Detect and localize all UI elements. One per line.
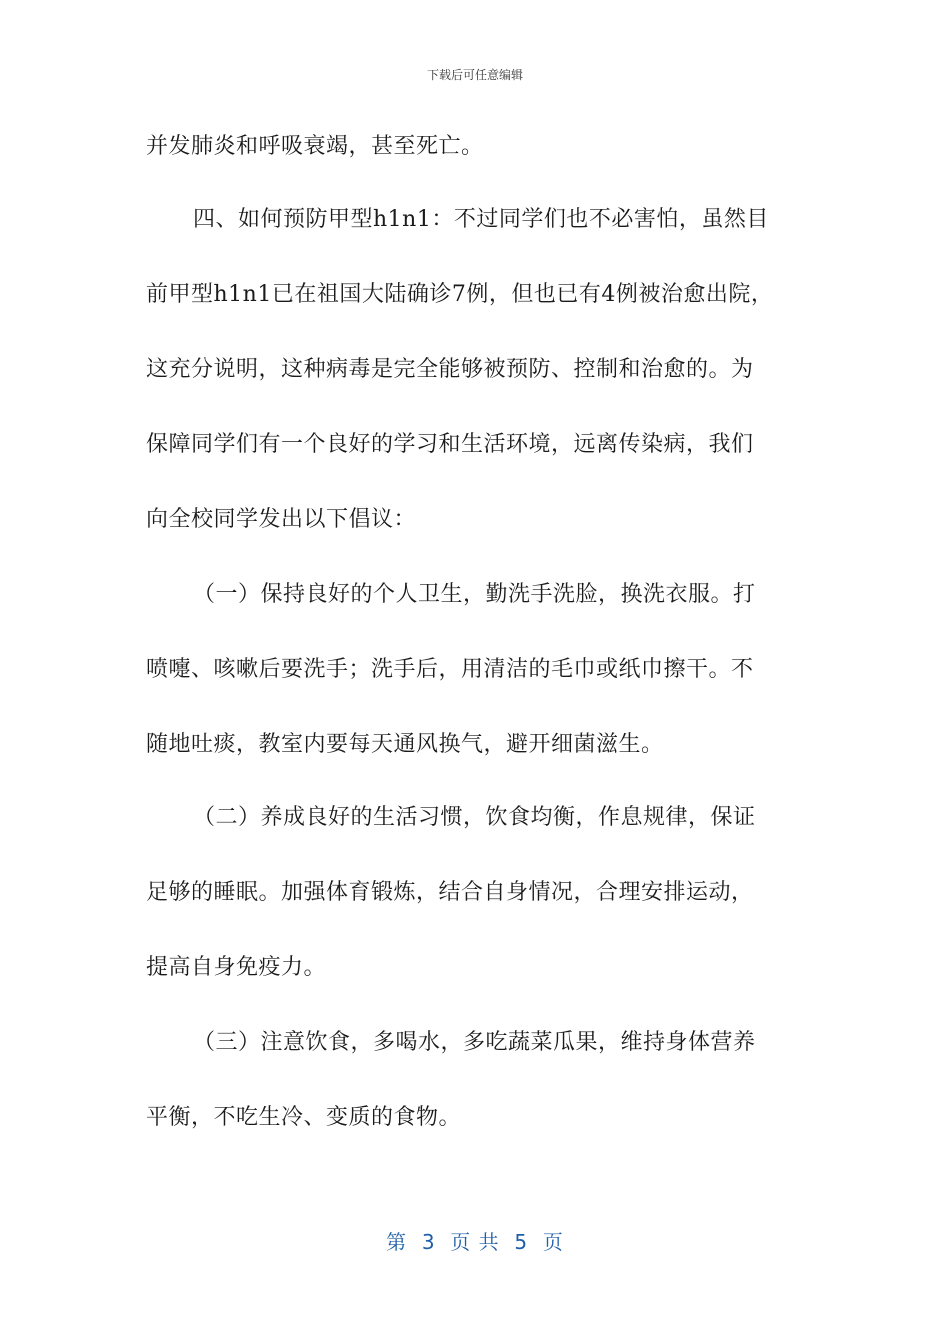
text-line: 提高自身免疫力。 — [146, 955, 327, 980]
text-line: 随地吐痰，教室内要每天通风换气，避开细菌滋生。 — [146, 732, 664, 757]
list-item-line: （三）注意饮食，多喝水，多吃蔬菜瓜果，维持身体营养 — [193, 1030, 756, 1055]
text-line: 喷嚏、咳嗽后要洗手；洗手后，用清洁的毛巾或纸巾擦干。不 — [146, 657, 754, 682]
text-line: 平衡，不吃生冷、变质的食物。 — [146, 1105, 462, 1130]
text-line: 足够的睡眠。加强体育锻炼，结合自身情况，合理安排运动， — [146, 880, 754, 905]
text-line: 保障同学们有一个良好的学习和生活环境，远离传染病，我们 — [146, 432, 754, 457]
text-line: 前甲型h1n1已在祖国大陆确诊7例，但也已有4例被治愈出院， — [146, 282, 774, 307]
page-header: 下载后可任意编辑 — [426, 68, 523, 82]
text-line: 向全校同学发出以下倡议： — [146, 507, 417, 532]
section-heading-line: 四、如何预防甲型h1n1：不过同学们也不必害怕，虽然目 — [193, 207, 769, 232]
text-line: 这充分说明，这种病毒是完全能够被预防、控制和治愈的。为 — [146, 357, 754, 382]
list-item-line: （一）保持良好的个人卫生，勤洗手洗脸，换洗衣服。打 — [193, 582, 756, 607]
text-line: 并发肺炎和呼吸衰竭，甚至死亡。 — [146, 134, 484, 159]
list-item-line: （二）养成良好的生活习惯，饮食均衡，作息规律，保证 — [193, 805, 756, 830]
page-number-footer: 第 3 页 共 5 页 — [386, 1230, 564, 1254]
